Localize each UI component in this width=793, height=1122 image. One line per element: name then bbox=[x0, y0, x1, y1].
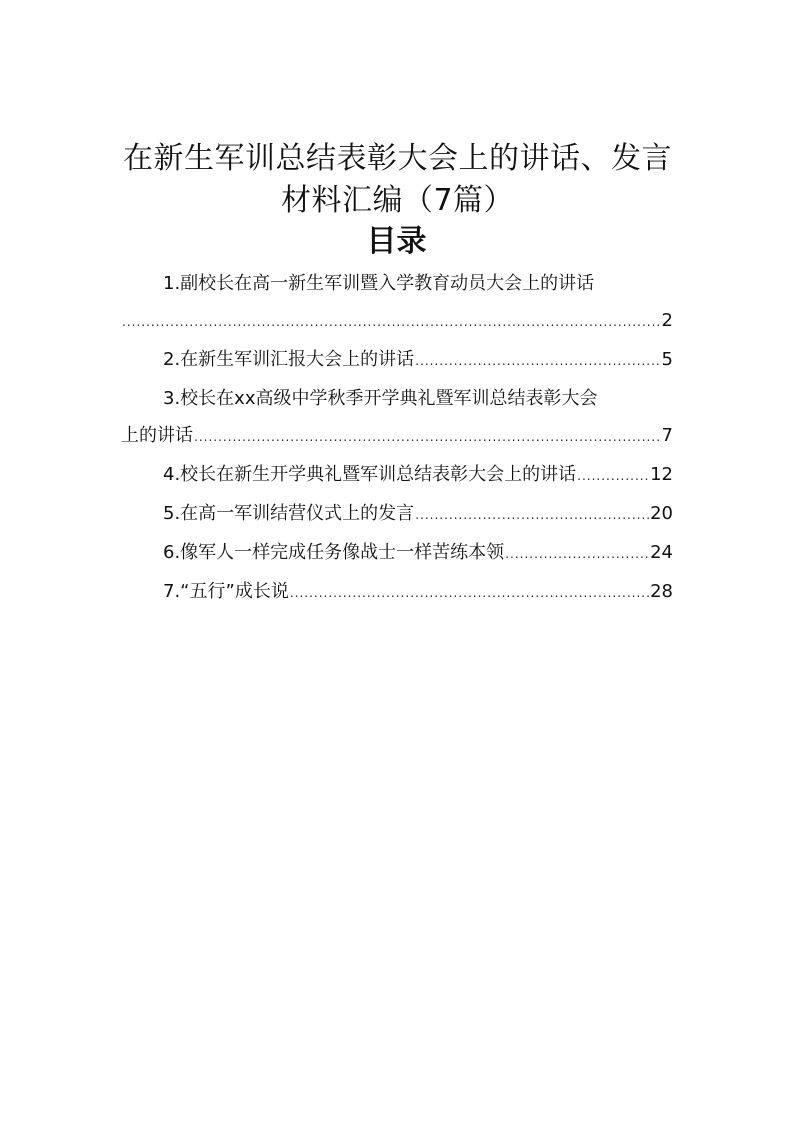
toc-entry-3-title: 3.校长在xx高级中学秋季开学典礼暨军训总结表彰大会 bbox=[163, 388, 598, 409]
toc-entry-2[interactable] bbox=[121, 341, 673, 380]
toc-entry-7[interactable] bbox=[121, 573, 673, 612]
toc-entry-3-title-cont: 上的讲话 bbox=[121, 425, 193, 446]
toc-entry-4-page: 12 bbox=[650, 464, 673, 485]
toc-entry-3-page: 7 bbox=[661, 425, 673, 446]
dot-leader bbox=[122, 304, 661, 341]
toc-entry-3[interactable] bbox=[121, 380, 673, 456]
dot-leader bbox=[505, 536, 649, 573]
toc-entry-1-title: 1.副校长在高一新生军训暨入学教育动员大会上的讲话 bbox=[163, 273, 595, 294]
toc-entry-1[interactable] bbox=[121, 265, 673, 341]
dot-leader bbox=[194, 419, 661, 456]
document-title: 在新生军训总结表彰大会上的讲话、发言材料汇编（7篇） bbox=[123, 141, 672, 218]
table-of-contents bbox=[121, 265, 673, 612]
toc-entry-5[interactable] bbox=[121, 495, 673, 534]
toc-entry-4[interactable] bbox=[121, 456, 673, 495]
toc-entry-2-page: 5 bbox=[661, 349, 673, 370]
toc-entry-7-page: 28 bbox=[650, 581, 673, 602]
toc-entry-5-title: 5.在高一军训结营仪式上的发言 bbox=[163, 503, 415, 524]
toc-entry-1-page: 2 bbox=[661, 310, 673, 331]
toc-entry-7-title: 7.“五行”成长说 bbox=[163, 581, 289, 602]
toc-entry-6[interactable] bbox=[121, 534, 673, 573]
toc-entry-4-title: 4.校长在新生开学典礼暨军训总结表彰大会上的讲话 bbox=[163, 464, 577, 485]
dot-leader bbox=[415, 343, 660, 380]
toc-entry-6-page: 24 bbox=[650, 542, 673, 563]
toc-entry-6-title: 6.像军人一样完成任务像战士一样苦练本领 bbox=[163, 542, 505, 563]
dot-leader bbox=[577, 458, 649, 495]
toc-heading: 目录 bbox=[366, 224, 427, 259]
toc-entry-5-page: 20 bbox=[650, 503, 673, 524]
dot-leader bbox=[415, 497, 649, 534]
toc-entry-2-title: 2.在新生军训汇报大会上的讲话 bbox=[163, 349, 415, 370]
dot-leader bbox=[290, 575, 649, 612]
